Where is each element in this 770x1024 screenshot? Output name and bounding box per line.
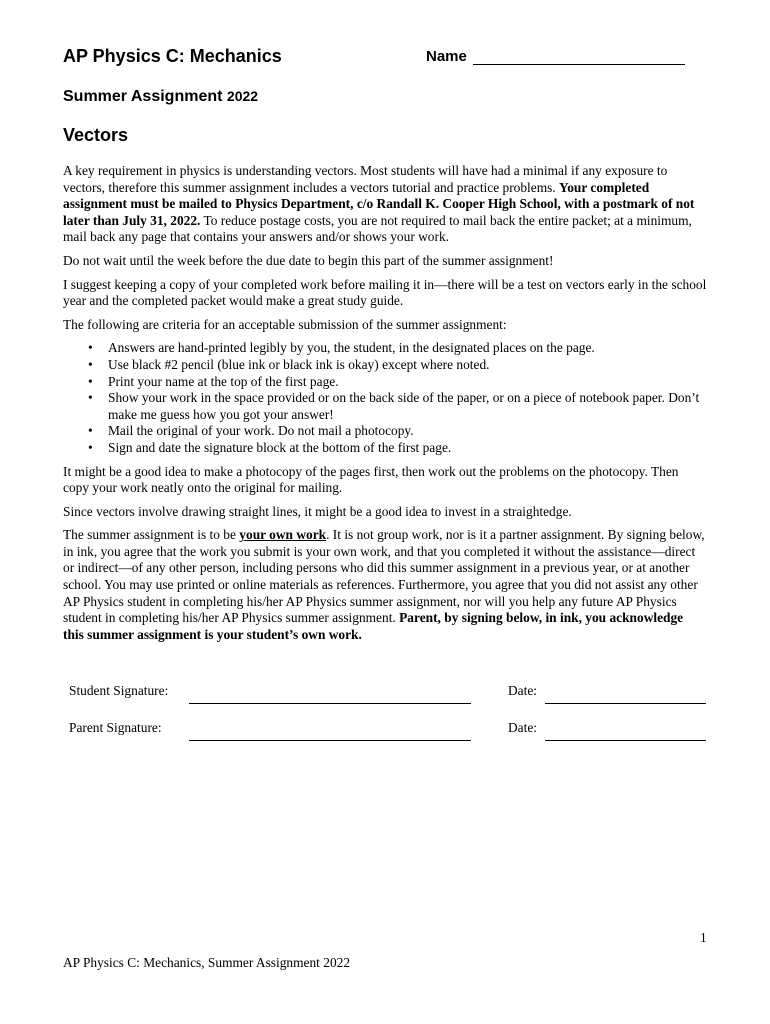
- paragraph-own-work: [63, 527, 707, 643]
- criteria-text: Print your name at the top of the first page.: [108, 373, 339, 389]
- paragraph-criteria-intro: The following are criteria for an acceptable submission of the summer assignment:: [63, 316, 507, 332]
- paragraph-warning: Do not wait until the week before the due date to begin this part of the summer assignment!: [63, 252, 554, 268]
- section-heading: Vectors: [63, 125, 129, 145]
- own-work-text-c: . It is not group work, nor is it a partner assignment. By signing below, in ink, you agree that the work you submit is your own work, and that you completed it without the assistance—direct or indirect—of any other person, including persons who did this summer assignment in a previous year, or at another school. You may use printed or online materials as references. Furthermore, you agree that you did not assist any other AP Physics student in completing his/her AP Physics summer assignment, nor will you help any future AP Physics student in completing his/her AP Physics summer assignment.: [63, 527, 705, 626]
- bullet: •: [88, 373, 93, 389]
- own-work-emphasis: your own work: [239, 527, 327, 543]
- student-signature-label: Student Signature:: [69, 683, 169, 698]
- intro-postage-text: To reduce postage costs, you are not required to mail back the entire packet; at a minimum, mail back any page that contains your answers and/or shows your work.: [63, 212, 692, 245]
- student-signature-row: [69, 683, 709, 707]
- paragraph-intro: [63, 163, 707, 246]
- list-item: [88, 423, 707, 440]
- bullet: •: [88, 390, 93, 406]
- name-field-block: [426, 48, 685, 65]
- parent-acknowledgement: Parent, by signing below, in ink, you acknowledge this summer assignment is your student’s own work.: [63, 610, 684, 642]
- subtitle-text: Summer Assignment: [63, 88, 223, 105]
- page-footer: AP Physics C: Mechanics, Summer Assignment 2022: [63, 955, 351, 970]
- criteria-text: Use black #2 pencil (blue ink or black ink is okay) except where noted.: [108, 356, 490, 372]
- bullet: •: [88, 423, 93, 439]
- bullet: •: [88, 439, 93, 455]
- parent-signature-line: [189, 740, 471, 741]
- student-date-line: [545, 703, 706, 704]
- list-item: [88, 439, 707, 457]
- page-title: AP Physics C: Mechanics: [63, 46, 282, 66]
- criteria-text: Show your work in the space provided or on the back side of the paper, or on a piece of notebook paper. Don’t make me guess how you got your answer!: [108, 390, 700, 422]
- student-date-label: Date:: [508, 683, 537, 698]
- criteria-text: Mail the original of your work. Do not mail a photocopy.: [108, 423, 414, 439]
- subtitle-year: 2022: [226, 88, 259, 104]
- parent-date-line: [545, 740, 706, 741]
- paragraph-copy-suggestion: I suggest keeping a copy of your completed work before mailing it in—there will be a test on vectors early in the school year and the completed packet would make a great study guide.: [63, 276, 707, 309]
- name-line: [473, 50, 685, 65]
- bullet: •: [88, 356, 93, 372]
- name-label: Name: [426, 48, 467, 65]
- own-work-text-a: The summer assignment is to be: [63, 527, 240, 543]
- list-item: [88, 373, 707, 391]
- list-item: [88, 356, 707, 374]
- parent-signature-label: Parent Signature:: [69, 720, 162, 735]
- parent-date-label: Date:: [508, 720, 537, 735]
- paragraph-straightedge-tip: Since vectors involve drawing straight lines, it might be a good idea to invest in a straightedge.: [63, 503, 572, 519]
- list-item: [88, 390, 707, 423]
- subtitle: [63, 88, 258, 106]
- mailing-requirement: Your completed assignment must be mailed to Physics Department, c/o Randall K. Cooper High School, with a postmark of not later than July 31, 2022.: [63, 179, 695, 228]
- criteria-text: Answers are hand-printed legibly by you, the student, in the designated places on the page.: [108, 340, 595, 356]
- list-item: [88, 340, 707, 357]
- criteria-list: [63, 340, 707, 456]
- criteria-text: Sign and date the signature block at the bottom of the first page.: [108, 439, 452, 455]
- bullet: •: [88, 340, 93, 356]
- intro-text: A key requirement in physics is understanding vectors. Most students will have had a minimal if any exposure to vectors, therefore this summer assignment includes a vectors tutorial and practice problems.: [63, 163, 668, 195]
- parent-signature-row: [69, 720, 709, 744]
- student-signature-line: [189, 703, 471, 704]
- page-number: 1: [700, 930, 707, 945]
- paragraph-photocopy-tip: It might be a good idea to make a photocopy of the pages first, then work out the problems on the photocopy. Then copy your work neatly onto the original for mailing.: [63, 463, 679, 496]
- instructions-body: [63, 163, 707, 650]
